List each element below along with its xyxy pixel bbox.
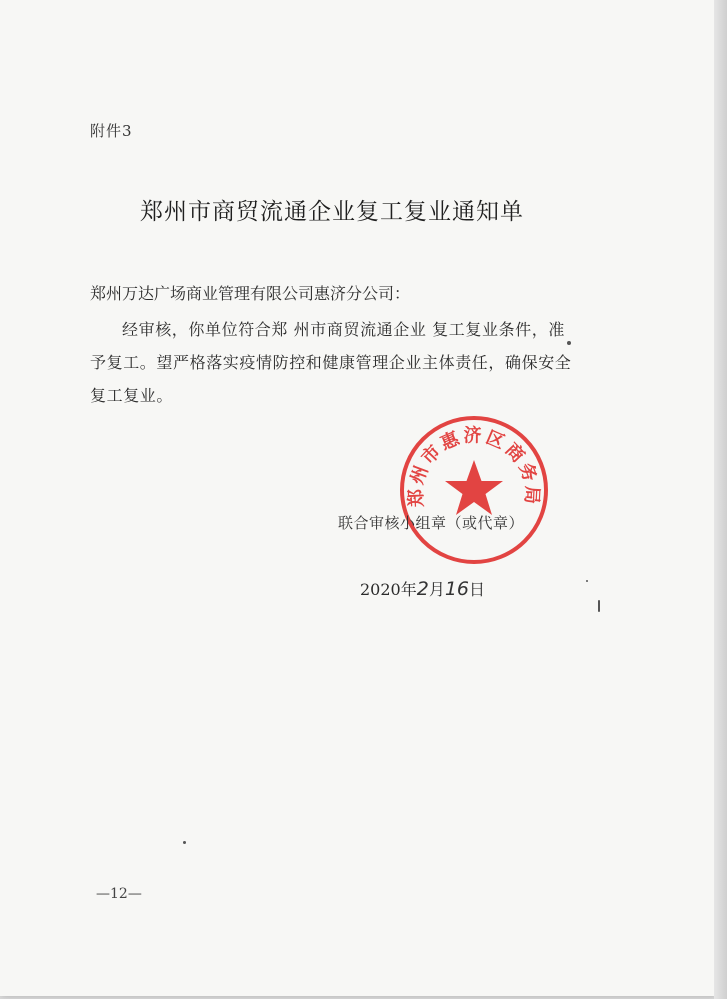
document-title: 郑州市商贸流通企业复工复业通知单 xyxy=(140,199,524,225)
attachment-label: 附件3 xyxy=(90,122,133,140)
addressee: 郑州万达广场商业管理有限公司惠济分公司： xyxy=(90,284,411,303)
scan-speck xyxy=(598,600,600,612)
date-month-handwritten: 2 xyxy=(416,578,429,600)
body-line: 复工复业。 xyxy=(90,386,174,405)
star-icon xyxy=(445,460,503,515)
signature-label: 联合审核小组章（或代章） xyxy=(338,514,525,532)
date-year: 2020年 xyxy=(360,580,417,599)
date-month-unit: 月 xyxy=(428,580,445,599)
page-edge-shadow xyxy=(714,0,727,999)
body-line: 经审核，你单位符合郑 州市商贸流通企业 复工复业条件，准 xyxy=(122,320,565,339)
date-line xyxy=(360,577,485,600)
scan-speck xyxy=(586,580,588,582)
scan-speck xyxy=(567,341,571,345)
date-day-unit: 日 xyxy=(469,580,486,599)
scan-speck xyxy=(183,841,186,844)
page-number: —12— xyxy=(96,886,142,902)
official-seal xyxy=(396,412,552,568)
seal-text: 郑州市惠济区商务局 xyxy=(405,425,543,508)
date-day-handwritten: 16 xyxy=(444,578,470,600)
body-line: 予复工。望严格落实疫情防控和健康管理企业主体责任，确保安全 xyxy=(90,353,572,372)
